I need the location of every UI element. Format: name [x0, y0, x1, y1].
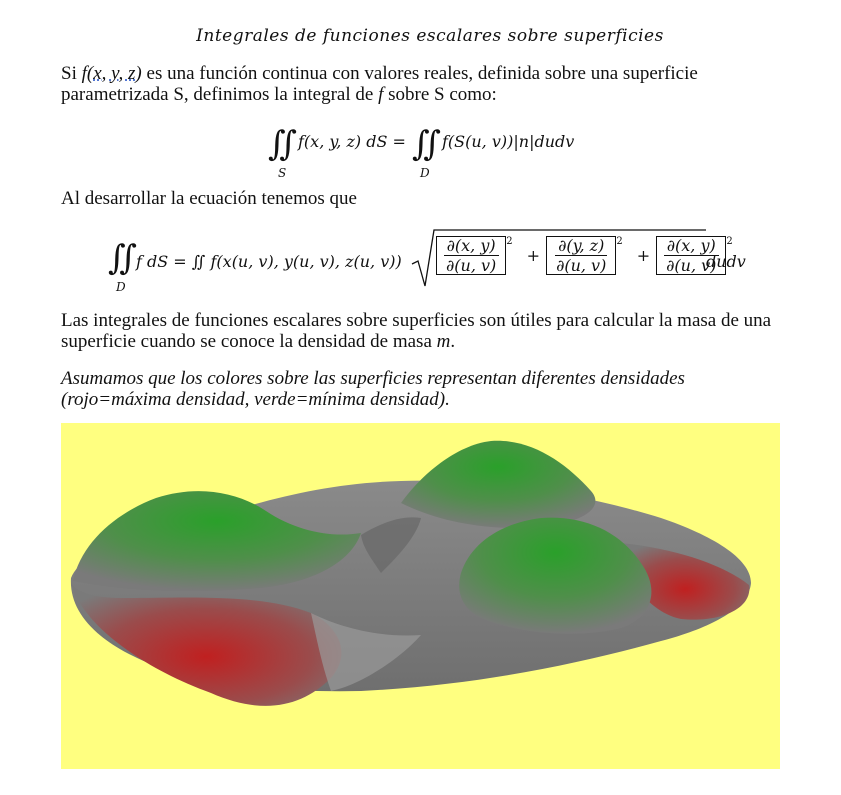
- eq1-rhs: f(S(u, v))|n|dudv: [442, 132, 575, 151]
- intro-post: sobre S como:: [383, 84, 497, 105]
- surface-integral-definition: [268, 118, 598, 178]
- color-assumption-paragraph: Asumamos que los colores sobre las superficies representan diferentes densidades (rojo=máxima densidad, verde=mínima densidad).: [61, 368, 685, 410]
- hill-back: [401, 441, 595, 528]
- intro-paragraph: [61, 63, 791, 105]
- function-notation: f(x, y, z): [81, 63, 142, 84]
- double-integral-symbol: ∬: [412, 124, 441, 164]
- plus-sign: +: [636, 246, 651, 265]
- exponent: 2: [726, 236, 733, 247]
- development-paragraph: Al desarrollar la ecuación tenemos que: [61, 188, 357, 209]
- eq1-lhs: f(x, y, z) dS =: [298, 132, 406, 151]
- double-integral-symbol: ∬: [108, 238, 137, 278]
- integral-subscript-d: D: [116, 280, 126, 294]
- eq2-lhs: f dS = ∬ f(x(u, v), y(u, v), z(u, v)): [136, 252, 402, 271]
- mass-density-symbol: m: [436, 331, 451, 352]
- application-paragraph: [61, 310, 791, 352]
- exponent: 2: [616, 236, 623, 247]
- surface-illustration: [61, 423, 780, 769]
- expanded-integral-equation: [108, 228, 758, 298]
- jacobian-term-3: $\frac{\partial(x, y)}{\partial(u, v)}$: [656, 236, 726, 275]
- application-text: Las integrales de funciones escalares sobre superficies son útiles para calcular la masa de una superficie cuando se conoce la densidad de masa: [61, 310, 772, 352]
- integral-subscript-s: S: [278, 166, 287, 180]
- intro-mid: es una función continua con valores reales, definida sobre una superficie parametrizada S, definimos la integral de: [61, 63, 698, 105]
- period: .: [450, 331, 456, 352]
- intro-pre: Si: [61, 63, 82, 84]
- double-integral-symbol: ∬: [268, 124, 297, 164]
- plus-sign: +: [526, 246, 541, 265]
- eq2-differential: dudv: [706, 252, 746, 271]
- exponent: 2: [506, 236, 513, 247]
- jacobian-term-1: $\frac{\partial(x, y)}{\partial(u, v)}$: [436, 236, 506, 275]
- radicand: [436, 236, 733, 275]
- function-symbol: f: [378, 84, 384, 105]
- surface-density-figure: [61, 423, 780, 769]
- page-title: Integrales de funciones escalares sobre superficies: [196, 26, 664, 46]
- jacobian-term-2: $\frac{\partial(y, z)}{\partial(u, v)}$: [546, 236, 616, 275]
- integral-subscript-d: D: [420, 166, 430, 180]
